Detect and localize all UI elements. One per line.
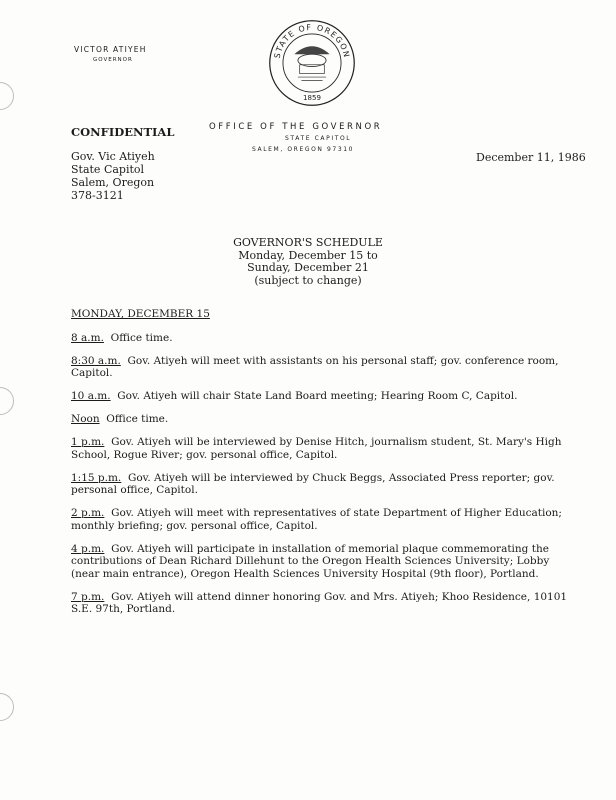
entry-time: 4 p.m. (71, 542, 105, 555)
schedule-entry (71, 390, 571, 403)
schedule-entry (71, 436, 571, 461)
office-title: OFFICE OF THE GOVERNOR (209, 122, 383, 132)
oregon-state-seal (268, 19, 356, 107)
entry-time: 8:30 a.m. (71, 354, 121, 367)
entry-text: Gov. Atiyeh will participate in installation of memorial plaque commemorating the contributions of Dean Richard Dillehunt to the Oregon Health Sciences University; Lobby (near main entrance), Oregon Health Sciences University Hospital (9th floor), Portland. (71, 542, 550, 580)
seal-year: 1859 (303, 92, 321, 102)
entry-text: Office time. (106, 413, 169, 425)
entry-text: Gov. Atiyeh will be interviewed by Chuck Beggs, Associated Press reporter; gov. personal office, Capitol. (71, 471, 555, 496)
entry-text: Office time. (110, 331, 173, 344)
governor-title: GOVERNOR (93, 57, 133, 63)
schedule-title: GOVERNOR'S SCHEDULE (233, 236, 383, 249)
schedule-entries (71, 308, 571, 626)
hole-punch-top (0, 82, 14, 110)
hole-punch-bottom (0, 693, 14, 721)
entry-text: Gov. Atiyeh will attend dinner honoring Gov. and Mrs. Atiyeh; Khoo Residence, 10101 S.E. 97th, Portland. (71, 590, 568, 615)
entry-time: 7 p.m. (71, 590, 105, 603)
sender-line: 378-3121 (71, 189, 124, 202)
entry-time: 10 a.m. (71, 390, 111, 402)
entry-time: 1:15 p.m. (71, 471, 122, 484)
hole-punch-middle (0, 387, 14, 415)
office-subtitle-capitol: STATE CAPITOL (285, 135, 352, 142)
schedule-entry (71, 332, 571, 345)
sender-line: State Capitol (71, 163, 145, 176)
sender-address (71, 150, 155, 202)
entry-time: 1 p.m. (71, 436, 105, 448)
entry-time: 2 p.m. (71, 507, 105, 519)
schedule-range-end: Sunday, December 21 (247, 261, 369, 274)
sender-line: Salem, Oregon (71, 176, 155, 189)
seal-text: STATE OF OREGON (272, 22, 352, 60)
entry-time: Noon (71, 413, 100, 425)
office-subtitle-address: SALEM, OREGON 97310 (252, 146, 355, 153)
entry-text: Gov. Atiyeh will be interviewed by Denise Hitch, journalism student, St. Mary's High School, Rogue River; gov. personal office, Capitol. (71, 436, 562, 461)
sender-line: Gov. Vic Atiyeh (71, 150, 155, 163)
day-heading: MONDAY, DECEMBER 15 (71, 308, 210, 320)
letter-date: December 11, 1986 (476, 151, 586, 164)
schedule-note: (subject to change) (254, 273, 362, 287)
entry-text: Gov. Atiyeh will meet with representatives of state Department of Higher Education; monthly briefing; gov. personal office, Capitol. (71, 507, 562, 532)
schedule-entry (71, 413, 571, 426)
schedule-entry (71, 507, 571, 532)
schedule-entry (71, 591, 571, 616)
schedule-entry (71, 543, 571, 581)
schedule-entry (71, 472, 571, 497)
governor-name: VICTOR ATIYEH (74, 45, 147, 54)
office-heading (209, 122, 382, 153)
schedule-entry (71, 355, 571, 380)
schedule-range-start: Monday, December 15 to (238, 248, 378, 262)
entry-text: Gov. Atiyeh will chair State Land Board meeting; Hearing Room C, Capitol. (117, 390, 518, 402)
schedule-heading (180, 237, 436, 287)
entry-time: 8 a.m. (71, 331, 104, 344)
confidential-label: CONFIDENTIAL (71, 125, 175, 139)
entry-text: Gov. Atiyeh will meet with assistants on his personal staff; gov. conference room, Capitol. (71, 354, 559, 379)
